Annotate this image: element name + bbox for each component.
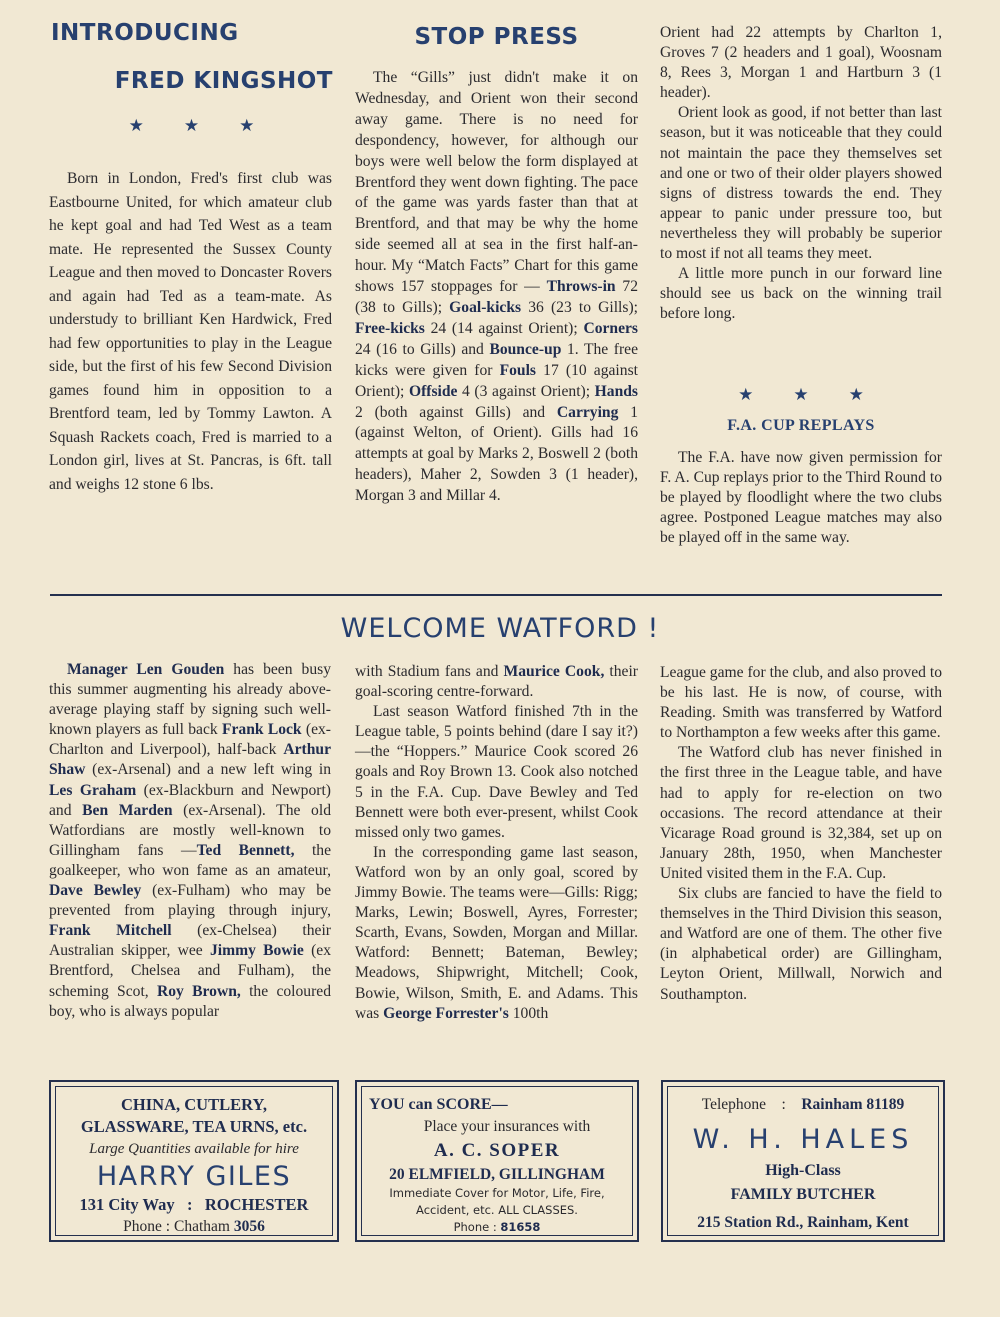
text-run: the goalkeeper, who won fame as an amateur, [49, 841, 332, 879]
ad-wh-hales [661, 1080, 945, 1242]
ad-soper-tagline: Place your insurances with [423, 1118, 591, 1135]
stop-press-continued [660, 23, 942, 324]
welcome-last-season: Last season Watford finished 7th in the League table, 5 points behind (dare I say it?)—the “Hoppers.” Maurice Cook scored 26 goals and Roy Brown 13. Cook also notched 5 in the F.A. Cup. Dave Bewley and Ted Bennett were both ever-present, whilst Cook missed only two games. [355, 703, 638, 841]
fa-cup-body [660, 448, 942, 548]
welcome-corresponding-game: In the corresponding game last season, Watford won by an only goal, scored by Jimmy Bowie. The teams were—Gills: Rigg; Marks, Lewin; Boswell, Ayres, Forrester; Scarth, Evans, Sowden, Morgan and Millar. Watford: Bennett; Bateman, Bewley; Meadows, Shipwright, Mitchell; Cook, Bowie, Wilson, Smith, E. and Adams. This was George Forrester's 100th [355, 843, 638, 1022]
text-run: has been busy this summer augmenting his already above-average playing staff by signing such well-known players as full back [49, 661, 331, 739]
text-run: the coloured boy, who is always popular [49, 982, 332, 1020]
welcome-column-1 [49, 660, 331, 1022]
welcome-column-3 [660, 663, 942, 1005]
star-icon: ★ [128, 116, 144, 135]
introducing-text: Born in London, Fred's first club was Eastbourne United, for which amateur club he kept goal and had Ted West as a team mate. He represented the Sussex County League and then moved to Doncaster Rovers and again had Ted as a team-mate. As understudy to brilliant Ken Hardwick, Fred had few opportunities to play in the League side, but the first of his few Second Division games found him in opposition to a Brentford team, led by Tommy Lawton. A Squash Rackets coach, Fred is married to a London girl, lives at St. Pancras, is 6ft. tall and weighs 12 stone 6 lbs. [49, 170, 332, 493]
ad-hales-telephone: Telephone : Rainham 81189 [701, 1096, 905, 1113]
player-name: Ted Bennett, [196, 841, 295, 859]
ad-giles-address: 131 City Way : ROCHESTER [79, 1195, 309, 1214]
ad-soper-address: 20 ELMFIELD, GILLINGHAM [389, 1166, 605, 1183]
ad-soper-headline: YOU can SCORE— [369, 1096, 508, 1113]
player-name: Roy Brown, [156, 982, 241, 1000]
fa-cup-heading: F.A. CUP REPLAYS [727, 417, 875, 434]
player-name-heading: FRED KINGSHOT [114, 68, 333, 94]
text-run: (ex-Charlton and Liverpool), half-back [49, 721, 331, 759]
ad-hales-trade: FAMILY BUTCHER [730, 1186, 876, 1203]
introducing-body [49, 167, 332, 496]
ad-giles-phone: Phone : Chatham 3056 [123, 1218, 265, 1235]
section-divider [50, 594, 942, 596]
star-icon: ★ [738, 385, 754, 404]
welcome-heading: WELCOME WATFORD ! [340, 613, 660, 644]
text-run: (ex-Blackburn and Newport) and [49, 781, 331, 819]
ad-soper-name: A. C. SOPER [433, 1140, 561, 1161]
star-icon: ★ [183, 116, 200, 135]
welcome-fancied-paragraph: Six clubs are fancied to have the field to themselves in the Third Division this season, and Watford are one of them. The other five (in alphabetical order) are Gillingham, Leyton Orient, Millwall, Norwich and Southampton. [660, 885, 942, 1003]
ad-soper-cover: Immediate Cover for Motor, Life, Fire, [389, 1186, 605, 1200]
text-run: (ex-Chelsea) their Australian skipper, wee [49, 922, 331, 960]
ad-ac-soper [355, 1080, 639, 1242]
player-name: Jimmy Bowie [209, 942, 304, 960]
introducing-heading: INTRODUCING [51, 20, 239, 46]
welcome-cook-paragraph: with Stadium fans and Maurice Cook, their goal-scoring centre-forward. [355, 663, 639, 701]
welcome-signings-paragraph [49, 660, 331, 1022]
ad-giles-line: CHINA, CUTLERY, [121, 1095, 267, 1114]
stop-press-heading: STOP PRESS [414, 24, 579, 50]
player-name: Frank Mitchell [49, 922, 172, 940]
text-run: (ex-Fulham) who may be prevented from playing through injury, [49, 882, 332, 920]
ad-hales-name: W. H. HALES [692, 1124, 914, 1155]
text-run: (ex-Arsenal) and a new left wing in [85, 761, 331, 779]
player-name: Manager Len Gouden [67, 661, 225, 678]
ad-giles-tagline: Large Quantities available for hire [89, 1141, 299, 1157]
text-run: (ex-Arsenal). The old Watfordians are mostly well-known to Gillingham fans — [49, 801, 331, 859]
stars-divider [50, 116, 333, 136]
ad-soper-classes: Accident, etc. ALL CLASSES. [416, 1203, 578, 1217]
ad-hales-tagline: High-Class [765, 1162, 841, 1179]
star-icon: ★ [848, 385, 864, 404]
fa-cup-text: The F.A. have now given permission for F. A. Cup replays prior to the Third Round to be played by floodlight where the two clubs agree. Postponed League matches may also be played off in the same way. [660, 449, 942, 547]
star-icon: ★ [239, 116, 255, 135]
stars-divider [660, 385, 942, 405]
text-run: (ex Brentford, Chelsea and Fulham), the scheming Scot, [49, 942, 331, 1000]
welcome-forrester-paragraph: League game for the club, and also proved to be his last. He is now, of course, with Reading. Smith was transferred by Watford to Northampton a few weeks after this game. [660, 664, 942, 742]
player-name: Arthur Shaw [49, 741, 331, 779]
player-name: Ben Marden [82, 801, 173, 819]
welcome-column-2 [355, 662, 638, 1024]
stop-press-paragraph: The “Gills” just didn't make it on Wednesday, and Orient won their second away game. There is no need for despondency, however, for although our boys were well below the form displayed at Brentford they went down fighting. The pace of the game was yards faster than that at Brentford, and that may be why the home side seemed all at sea in the first half-an-hour. My “Match Facts” Chart for this game shows 157 stoppages for — Throws-in 72 (38 to Gills); Goal-kicks 36 (23 to Gills); Free-kicks 24 (14 against Orient); Corners 24 (16 to Gills) and Bounce-up 1. The free kicks were given for Fouls 17 (10 against Orient); Offside 4 (3 against Orient); Hands 2 (both against Gills) and Carrying 1 (against Welton, of Orient). Gills had 16 attempts at goal by Marks 2, Boswell 2 (both headers), Maher 2, Sowden 3 (1 header), Morgan 3 and Millar 4. [355, 69, 639, 505]
ad-soper-phone: Phone : 81658 [453, 1220, 541, 1234]
ad-giles-name: HARRY GILES [96, 1161, 292, 1192]
ad-giles-line: GLASSWARE, TEA URNS, etc. [80, 1117, 308, 1136]
stop-press-analysis: Orient look as good, if not better than last season, but it was noticeable that they could not maintain the pace they themselves set and one or two of their older players showed signs of distress towards the end. They appear to panic under pressure too, but nevertheless they will probably be superior to most if not all teams they meet. [660, 104, 942, 263]
star-icon: ★ [793, 385, 809, 404]
ad-harry-giles [49, 1080, 339, 1242]
player-name: Les Graham [49, 781, 137, 799]
stop-press-attempts: Orient had 22 attempts by Charlton 1, Groves 7 (2 headers and 1 goal), Woosnam 8, Rees 3, Morgan 1 and Hartburn 3 (1 header). [660, 24, 942, 102]
player-name: Frank Lock [221, 721, 302, 739]
stop-press-body [355, 68, 638, 507]
player-name: Dave Bewley [49, 882, 142, 900]
ad-hales-address: 215 Station Rd., Rainham, Kent [697, 1214, 909, 1231]
welcome-record-paragraph: The Watford club has never finished in the first three in the League table, and have had to apply for re-election on two occasions. The record attendance at their Vicarage Road ground is 32,384, set up on January 28th, 1950, when Manchester United visited them in the F.A. Cup. [660, 744, 942, 882]
stop-press-conclusion: A little more punch in our forward line should see us back on the winning trail before long. [660, 265, 942, 323]
